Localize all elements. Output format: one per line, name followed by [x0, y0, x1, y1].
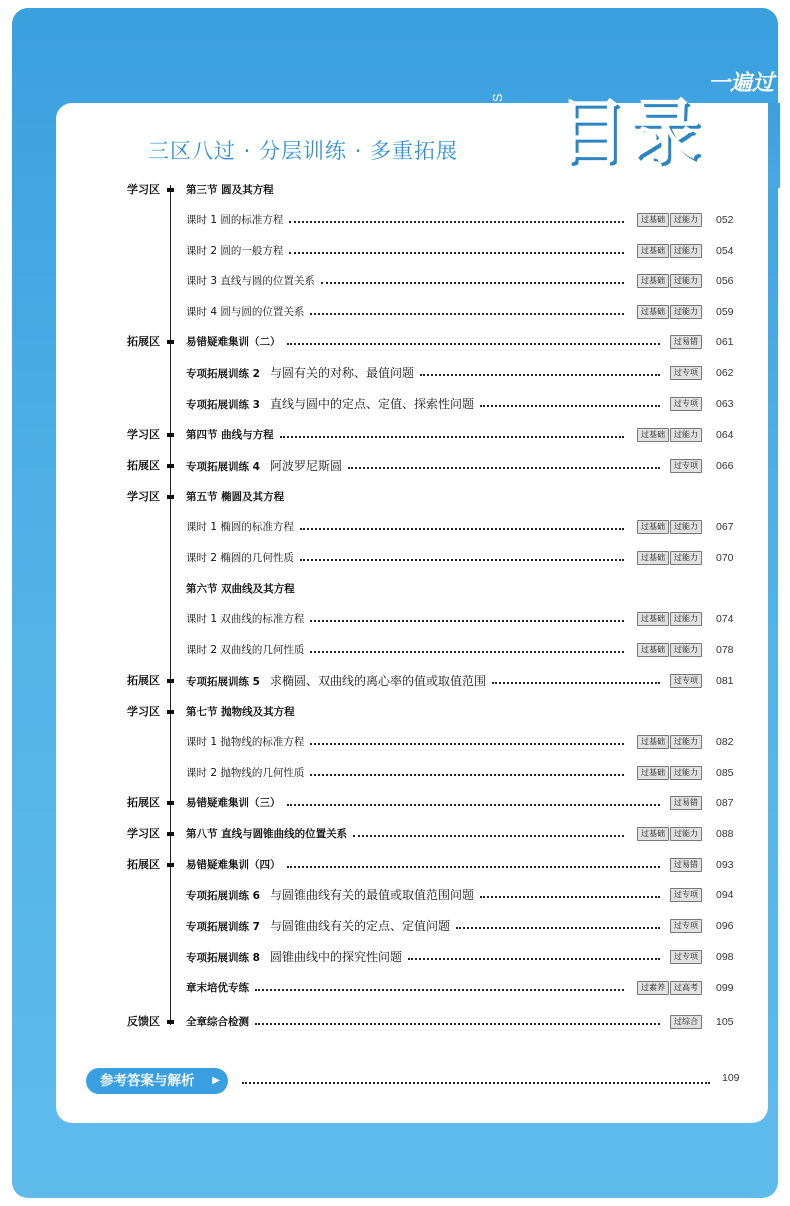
page-number: 062: [716, 367, 734, 379]
timeline-node: [167, 801, 174, 805]
level-badge: 过能力: [670, 827, 702, 841]
level-badge: 过能力: [670, 244, 702, 258]
toc-topic-text: 与圆锥曲线有关的定点、定值问题: [269, 919, 450, 933]
level-badge: 过能力: [670, 213, 702, 227]
level-badge: 过专项: [670, 888, 702, 902]
toc-row[interactable]: [0, 732, 790, 752]
toc-title-text: 易错疑难集训（四）: [186, 859, 281, 871]
toc-title-text: 专项拓展训练 4: [186, 461, 260, 473]
toc-row[interactable]: [0, 579, 790, 599]
zone-label: 拓展区: [127, 796, 160, 809]
toc-title-text: 课时 1 椭圆的标准方程: [186, 521, 294, 533]
toc-title: [186, 609, 304, 629]
level-badge: 过易错: [670, 335, 702, 349]
timeline-node: [167, 188, 174, 192]
timeline-node: [167, 340, 174, 344]
zone-label: 学习区: [127, 705, 160, 718]
toc-row[interactable]: [0, 241, 790, 261]
tag-group: [637, 428, 702, 442]
zone-label: 学习区: [127, 183, 160, 196]
tag-group: [637, 827, 702, 841]
toc-title: [186, 487, 284, 507]
answers-button[interactable]: [86, 1068, 228, 1094]
contents-text: CONTENTS: [490, 92, 505, 172]
leader-dots: [310, 743, 624, 745]
timeline-node: [167, 832, 174, 836]
toc-row[interactable]: [0, 671, 790, 691]
toc-title-text: 课时 1 圆的标准方程: [186, 214, 284, 226]
tag-group: [670, 335, 702, 349]
toc-title-text: 专项拓展训练 6: [186, 890, 260, 902]
level-badge: 过能力: [670, 612, 702, 626]
toc-title-text: 课时 1 双曲线的标准方程: [186, 613, 305, 625]
page-title: 目录: [556, 91, 704, 173]
page-number: 054: [716, 245, 734, 257]
toc-row[interactable]: [0, 1012, 790, 1032]
toc-title: [186, 579, 295, 599]
leader-dots: [492, 682, 660, 684]
toc-row[interactable]: [0, 363, 790, 383]
leader-dots: [255, 989, 624, 991]
tag-group: [637, 305, 702, 319]
timeline-node: [167, 433, 174, 437]
page-number: 070: [716, 552, 734, 564]
toc-title: [186, 1012, 249, 1032]
level-badge: 过基础: [637, 244, 669, 258]
leader-dots: [255, 1023, 660, 1025]
toc-title-text: 第五节 椭圆及其方程: [186, 491, 285, 503]
page-number: 052: [716, 214, 734, 226]
level-badge: 过专项: [670, 950, 702, 964]
zone-label: 学习区: [127, 827, 160, 840]
page-number: 085: [716, 767, 734, 779]
leader-dots: [480, 405, 660, 407]
level-badge: 过能力: [670, 428, 702, 442]
timeline-node: [167, 495, 174, 499]
contents-label: [490, 82, 548, 182]
tag-group: [637, 643, 702, 657]
zone-label: 学习区: [127, 428, 160, 441]
tag-group: [670, 796, 702, 810]
leader-dots: [287, 866, 661, 868]
level-badge: 过专项: [670, 674, 702, 688]
toc-title: [186, 456, 342, 477]
tag-group: [670, 366, 702, 380]
toc-title: [186, 241, 283, 261]
tag-group: [670, 674, 702, 688]
toc-title: [186, 947, 402, 968]
page-number: 064: [716, 429, 734, 441]
leader-dots: [310, 651, 624, 653]
toc-title: [186, 855, 281, 875]
toc-row[interactable]: [0, 548, 790, 568]
page-number: 088: [716, 828, 734, 840]
toc-title: [186, 824, 347, 844]
toc-row[interactable]: [0, 332, 790, 352]
tag-group: [670, 397, 702, 411]
level-badge: 过基础: [637, 643, 669, 657]
page-number: 105: [716, 1016, 734, 1028]
toc-title: [186, 425, 274, 445]
toc-title: [186, 210, 283, 230]
timeline-node: [167, 464, 174, 468]
leader-dots: [348, 467, 660, 469]
level-badge: 过专项: [670, 459, 702, 473]
tag-group: [670, 919, 702, 933]
leader-dots: [420, 374, 660, 376]
level-badge: 过基础: [637, 213, 669, 227]
leader-dots: [287, 343, 661, 345]
leader-dots: [321, 282, 624, 284]
level-badge: 过易错: [670, 796, 702, 810]
page-number: 066: [716, 460, 734, 472]
toc-row[interactable]: [0, 394, 790, 414]
toc-title-text: 易错疑难集训（二）: [186, 336, 281, 348]
toc-title-text: 专项拓展训练 3: [186, 399, 260, 411]
tag-group: [637, 244, 702, 258]
level-badge: 过能力: [670, 274, 702, 288]
timeline-node: [167, 679, 174, 683]
toc-topic-text: 阿波罗尼斯圆: [269, 459, 342, 473]
toc-row[interactable]: [0, 824, 790, 844]
level-badge: 过基础: [637, 612, 669, 626]
toc-title: [186, 180, 274, 200]
toc-row[interactable]: [0, 487, 790, 507]
tag-group: [637, 981, 702, 995]
play-arrow-icon: ▶: [212, 1075, 220, 1086]
toc-row[interactable]: [0, 210, 790, 230]
toc-row[interactable]: [0, 763, 790, 783]
leader-dots: [289, 252, 624, 254]
level-badge: 过基础: [637, 428, 669, 442]
zone-label: 拓展区: [127, 335, 160, 348]
toc-row[interactable]: [0, 609, 790, 629]
leader-dots: [300, 559, 624, 561]
toc-title: [186, 885, 474, 906]
toc-row[interactable]: [0, 947, 790, 967]
toc-title-text: 专项拓展训练 8: [186, 952, 260, 964]
toc-row[interactable]: [0, 702, 790, 722]
toc-title-text: 课时 3 直线与圆的位置关系: [186, 275, 315, 287]
toc-row[interactable]: [0, 180, 790, 200]
page-number: 099: [716, 982, 734, 994]
toc-title-text: 第六节 双曲线及其方程: [186, 583, 295, 595]
toc-row[interactable]: [0, 885, 790, 905]
toc-topic-text: 与圆锥曲线有关的最值或取值范围问题: [269, 888, 474, 902]
leader-dots: [480, 896, 660, 898]
toc-row[interactable]: [0, 978, 790, 998]
level-badge: 过高考: [670, 981, 702, 995]
toc-title-text: 第四节 曲线与方程: [186, 429, 274, 441]
leader-dots: [310, 313, 624, 315]
zone-label: 学习区: [127, 490, 160, 503]
toc-title: [186, 793, 281, 813]
toc-row[interactable]: [0, 517, 790, 537]
level-badge: 过专项: [670, 919, 702, 933]
page-number: 096: [716, 920, 734, 932]
toc-title-text: 课时 2 椭圆的几何性质: [186, 552, 294, 564]
level-badge: 过素养: [637, 981, 669, 995]
level-badge: 过基础: [637, 274, 669, 288]
toc-topic-text: 求椭圆、双曲线的离心率的值或取值范围: [269, 674, 486, 688]
toc-title-text: 课时 2 双曲线的几何性质: [186, 644, 305, 656]
timeline-node: [167, 1020, 174, 1024]
timeline-node: [167, 863, 174, 867]
level-badge: 过基础: [637, 827, 669, 841]
tag-group: [637, 520, 702, 534]
level-badge: 过能力: [670, 643, 702, 657]
tag-group: [670, 1015, 702, 1029]
leader-dots: [310, 620, 624, 622]
toc-title-text: 专项拓展训练 2: [186, 368, 260, 380]
level-badge: 过基础: [637, 520, 669, 534]
toc-title-text: 专项拓展训练 5: [186, 676, 260, 688]
toc-title-text: 课时 1 抛物线的标准方程: [186, 736, 305, 748]
toc-title-text: 全章综合检测: [186, 1016, 249, 1028]
level-badge: 过专项: [670, 397, 702, 411]
brand-logo: 一遍过: [708, 70, 775, 96]
tag-group: [637, 612, 702, 626]
tag-group: [637, 766, 702, 780]
level-badge: 过能力: [670, 305, 702, 319]
toc-title-text: 第三节 圆及其方程: [186, 184, 274, 196]
toc-row[interactable]: [0, 793, 790, 813]
page-number: 093: [716, 859, 734, 871]
zone-label: 拓展区: [127, 858, 160, 871]
level-badge: 过基础: [637, 305, 669, 319]
page-number: 063: [716, 398, 734, 410]
page-number: 078: [716, 644, 734, 656]
answers-page: 109: [722, 1072, 740, 1084]
answers-label: 参考答案与解析: [100, 1073, 195, 1089]
tag-group: [637, 213, 702, 227]
toc-title: [186, 702, 295, 722]
toc-row[interactable]: [0, 425, 790, 445]
toc-topic-text: 直线与圆中的定点、定值、探索性问题: [269, 397, 474, 411]
tag-group: [637, 274, 702, 288]
toc-title: [186, 732, 304, 752]
zone-label: 拓展区: [127, 459, 160, 472]
tag-group: [670, 459, 702, 473]
level-badge: 过基础: [637, 766, 669, 780]
toc-row[interactable]: [0, 302, 790, 322]
tag-group: [637, 551, 702, 565]
subtitle: 三区八过 · 分层训练 · 多重拓展: [148, 139, 459, 163]
leader-dots: [408, 958, 660, 960]
page-number: 098: [716, 951, 734, 963]
level-badge: 过基础: [637, 735, 669, 749]
level-badge: 过能力: [670, 551, 702, 565]
toc-title: [186, 394, 474, 415]
page-number: 059: [716, 306, 734, 318]
leader-dots: [280, 436, 624, 438]
toc-row[interactable]: [0, 271, 790, 291]
toc-title: [186, 363, 414, 384]
toc-title-text: 课时 4 圆与圆的位置关系: [186, 306, 305, 318]
page-number: 081: [716, 675, 734, 687]
level-badge: 过能力: [670, 766, 702, 780]
toc-title: [186, 763, 304, 783]
level-badge: 过能力: [670, 520, 702, 534]
page-number: 061: [716, 336, 734, 348]
toc-title: [186, 548, 294, 568]
toc-row[interactable]: [0, 916, 790, 936]
toc-title: [186, 640, 304, 660]
level-badge: 过专项: [670, 366, 702, 380]
zone-label: 拓展区: [127, 674, 160, 687]
toc-row[interactable]: [0, 456, 790, 476]
page-number: 067: [716, 521, 734, 533]
page-number: 087: [716, 797, 734, 809]
toc-title: [186, 978, 249, 998]
toc-title-text: 第七节 抛物线及其方程: [186, 706, 295, 718]
toc-title: [186, 916, 450, 937]
timeline-node: [167, 710, 174, 714]
tag-group: [670, 858, 702, 872]
toc-title: [186, 271, 315, 291]
level-badge: 过能力: [670, 735, 702, 749]
toc-topic-text: 与圆有关的对称、最值问题: [269, 366, 414, 380]
toc-title-text: 章末培优专练: [186, 982, 249, 994]
toc-title-text: 课时 2 圆的一般方程: [186, 245, 284, 257]
page-number: 094: [716, 889, 734, 901]
leader-dots: [310, 774, 624, 776]
level-badge: 过基础: [637, 551, 669, 565]
zone-label: 反馈区: [127, 1015, 160, 1028]
leader-dots: [456, 927, 660, 929]
toc-title: [186, 671, 486, 692]
toc-title-text: 易错疑难集训（三）: [186, 797, 281, 809]
toc-title: [186, 332, 281, 352]
page-number: 082: [716, 736, 734, 748]
toc-title-text: 专项拓展训练 7: [186, 921, 260, 933]
level-badge: 过综合: [670, 1015, 702, 1029]
leader-dots: [289, 221, 624, 223]
answers-leader-dots: [242, 1082, 710, 1084]
toc-title-text: 第八节 直线与圆锥曲线的位置关系: [186, 828, 348, 840]
toc-topic-text: 圆锥曲线中的探究性问题: [269, 950, 402, 964]
toc-title: [186, 302, 304, 322]
leader-dots: [300, 528, 624, 530]
tag-group: [670, 950, 702, 964]
toc-title: [186, 517, 294, 537]
tag-group: [670, 888, 702, 902]
toc-title-text: 课时 2 抛物线的几何性质: [186, 767, 305, 779]
leader-dots: [353, 835, 624, 837]
page-number: 056: [716, 275, 734, 287]
toc-row[interactable]: [0, 640, 790, 660]
page-number: 074: [716, 613, 734, 625]
toc-row[interactable]: [0, 855, 790, 875]
level-badge: 过易错: [670, 858, 702, 872]
leader-dots: [287, 804, 661, 806]
tag-group: [637, 735, 702, 749]
